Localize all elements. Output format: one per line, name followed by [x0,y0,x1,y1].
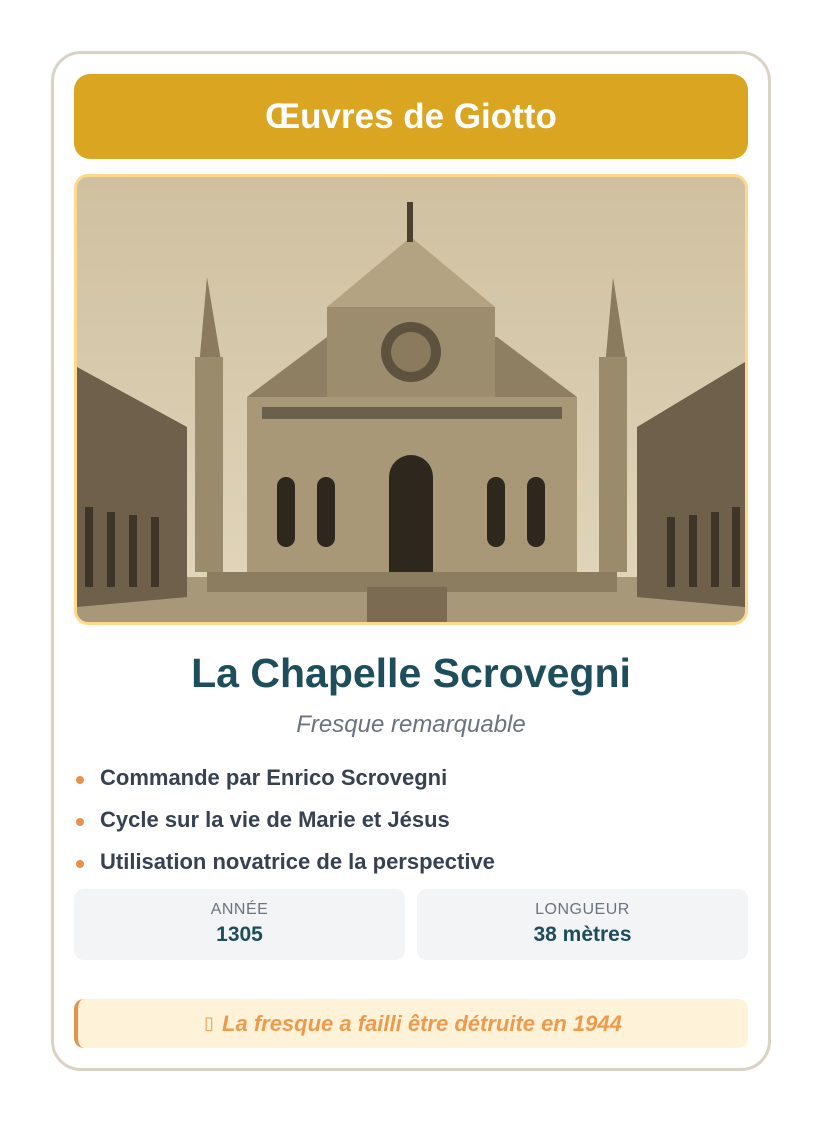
bullet-icon [76,776,84,784]
bullet-icon [76,818,84,826]
facts-list [74,757,495,883]
fact-text: Cycle sur la vie de Marie et Jésus [100,807,450,832]
card-header: Œuvres de Giotto [74,74,748,159]
note-text: La fresque a failli être détruite en 1944 [222,1010,622,1036]
trivia-note [74,999,748,1048]
artwork-subtitle: Fresque remarquable [296,711,526,738]
stat-value: 38 mètres [533,923,632,946]
fact-text: Commande par Enrico Scrovegni [100,765,448,790]
list-item [74,757,495,799]
info-icon: ▯ [204,1013,215,1033]
list-item [74,841,495,883]
artwork-image [74,174,748,625]
list-item [74,799,495,841]
stat-year [74,889,405,960]
bullet-icon [76,860,84,868]
fact-text: Utilisation novatrice de la perspective [100,849,495,874]
stat-label: LONGUEUR [535,901,630,918]
artwork-title: La Chapelle Scrovegni [191,650,631,696]
stat-value: 1305 [216,923,263,946]
stat-length [417,889,748,960]
stat-label: ANNÉE [210,901,269,918]
